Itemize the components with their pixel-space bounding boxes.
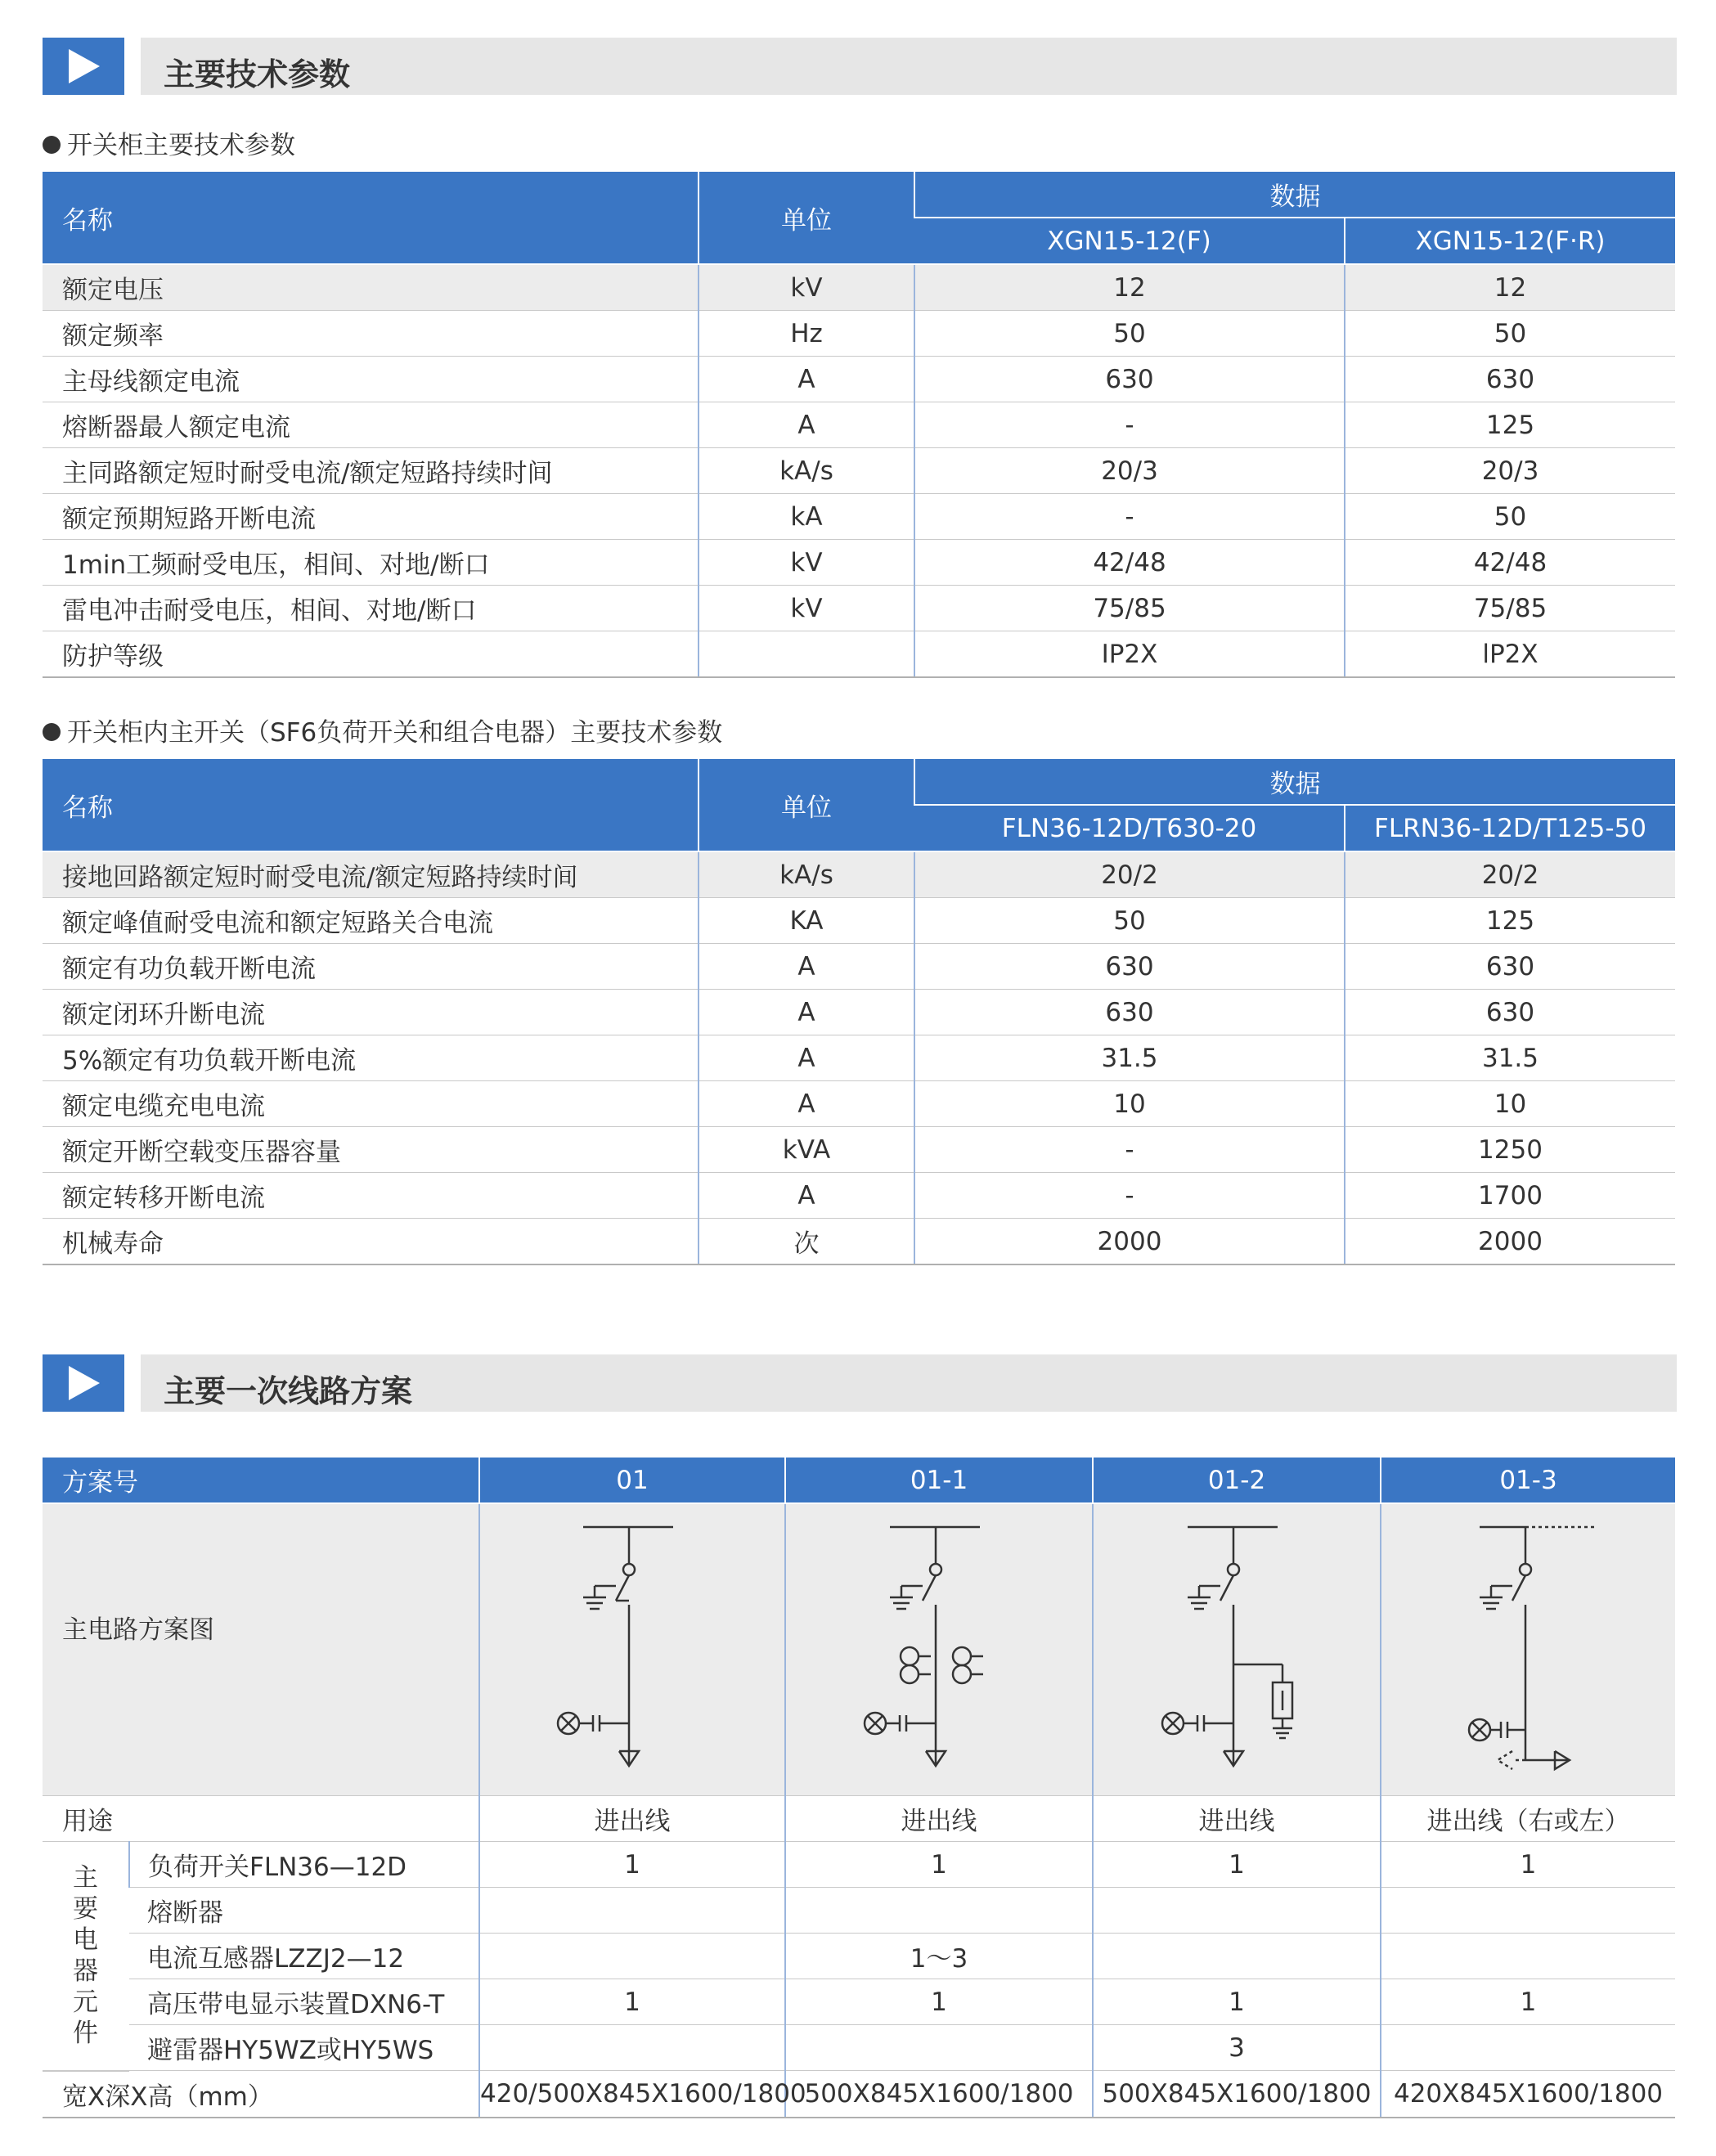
dims-label: 宽X深X高（mm） (43, 2071, 479, 2118)
param-name: 额定转移开断电流 (43, 1173, 699, 1219)
param-name: 机械寿命 (43, 1219, 699, 1265)
param-unit: Hz (699, 311, 914, 357)
param-name: 熔断器最人额定电流 (43, 402, 699, 448)
param-value: 20/3 (914, 448, 1345, 494)
param-name: 额定电缆充电电流 (43, 1081, 699, 1127)
col-data: 数据 (914, 172, 1675, 218)
param-value: 12 (1345, 264, 1675, 311)
col-model: FLN36-12D/T630-20 (914, 805, 1345, 851)
table-row (43, 402, 1675, 448)
param-value: 2000 (914, 1219, 1345, 1265)
switchgear-params-table (43, 172, 1675, 678)
param-value: 630 (914, 990, 1345, 1035)
param-value: 50 (1345, 494, 1675, 540)
param-value: - (914, 494, 1345, 540)
param-name: 额定峰值耐受电流和额定短路关合电流 (43, 898, 699, 944)
component-name: 避雷器HY5WZ或HY5WS (129, 2025, 479, 2071)
param-unit: kV (699, 540, 914, 586)
param-value: 12 (914, 264, 1345, 311)
param-value: 630 (1345, 944, 1675, 990)
col-model: FLRN36-12D/T125-50 (1345, 805, 1675, 851)
param-value: 31.5 (1345, 1035, 1675, 1081)
component-qty: 3 (1093, 2025, 1381, 2071)
table-row (43, 851, 1675, 898)
param-name: 额定预期短路开断电流 (43, 494, 699, 540)
component-qty: 1 (1381, 1842, 1675, 1888)
table-row (43, 1127, 1675, 1173)
usage-value: 进出线 (785, 1796, 1093, 1842)
param-unit: kA (699, 494, 914, 540)
component-qty: 1～3 (785, 1934, 1093, 1979)
component-qty (1093, 1888, 1381, 1934)
param-unit (699, 631, 914, 678)
dims-value: 500X845X1600/1800 (785, 2071, 1093, 2118)
section-title: 主要一次线路方案 (164, 1373, 413, 1409)
param-value: 50 (914, 311, 1345, 357)
table-row (43, 944, 1675, 990)
param-name: 5%额定有功负载开断电流 (43, 1035, 699, 1081)
param-value: lP2X (1345, 631, 1675, 678)
param-unit: A (699, 1173, 914, 1219)
param-name: 1min工频耐受电压，相间、对地/断口 (43, 540, 699, 586)
param-unit: kA/s (699, 851, 914, 898)
param-value: 2000 (1345, 1219, 1675, 1265)
col-unit: 单位 (699, 172, 914, 264)
table-row (43, 540, 1675, 586)
circuit-diagram-01-2 (1093, 1503, 1381, 1796)
circuit-scheme-table (43, 1458, 1675, 2118)
col-unit: 单位 (699, 759, 914, 851)
component-qty (785, 1888, 1093, 1934)
param-value: 75/85 (1345, 586, 1675, 631)
circuit-diagram-01-3 (1381, 1503, 1675, 1796)
col-scheme: 方案号 (43, 1458, 479, 1503)
param-unit: kVA (699, 1127, 914, 1173)
param-unit: kA/s (699, 448, 914, 494)
scheme-number: 01-2 (1093, 1458, 1381, 1503)
play-icon (43, 1354, 124, 1412)
param-unit: kV (699, 264, 914, 311)
bullet-icon (43, 136, 61, 154)
param-unit: kV (699, 586, 914, 631)
table-row (43, 494, 1675, 540)
param-value: 630 (914, 944, 1345, 990)
diagram-label: 主电路方案图 (43, 1503, 479, 1796)
param-name: 额定频率 (43, 311, 699, 357)
component-name: 电流互感器LZZJ2—12 (129, 1934, 479, 1979)
usage-label: 用途 (43, 1796, 479, 1842)
component-qty (479, 2025, 785, 2071)
col-model: XGN15-12(F) (914, 218, 1345, 264)
main-switch-params-table (43, 759, 1675, 1265)
dims-value: 420X845X1600/1800 (1381, 2071, 1675, 2118)
param-value: 75/85 (914, 586, 1345, 631)
param-unit: 次 (699, 1219, 914, 1265)
param-value: 630 (914, 357, 1345, 402)
component-qty: 1 (479, 1842, 785, 1888)
param-value: 31.5 (914, 1035, 1345, 1081)
param-value: 630 (1345, 357, 1675, 402)
component-qty (479, 1888, 785, 1934)
component-name: 负荷开关FLN36—12D (129, 1842, 479, 1888)
dims-value: 420/500X845X1600/1800 (479, 2071, 785, 2118)
param-value: 42/48 (1345, 540, 1675, 586)
play-icon (43, 38, 124, 95)
table-row (43, 1219, 1675, 1265)
param-unit: A (699, 1035, 914, 1081)
param-value: 50 (1345, 311, 1675, 357)
table-row (43, 448, 1675, 494)
table-row (43, 357, 1675, 402)
component-qty: 1 (479, 1979, 785, 2025)
param-value: - (914, 1127, 1345, 1173)
param-value: - (914, 1173, 1345, 1219)
param-value: - (914, 402, 1345, 448)
component-qty: 1 (785, 1842, 1093, 1888)
param-value: 10 (1345, 1081, 1675, 1127)
table-row (43, 1173, 1675, 1219)
param-name: 额定有功负载开断电流 (43, 944, 699, 990)
table-row (43, 631, 1675, 678)
param-value: 20/3 (1345, 448, 1675, 494)
param-name: 额定开断空载变压器容量 (43, 1127, 699, 1173)
param-value: 125 (1345, 898, 1675, 944)
dims-value: 500X845X1600/1800 (1093, 2071, 1381, 2118)
component-name: 熔断器 (129, 1888, 479, 1934)
table-row (43, 311, 1675, 357)
subtitle-switchgear: 开关柜主要技术参数 (43, 124, 295, 161)
param-value: 50 (914, 898, 1345, 944)
param-value: 20/2 (914, 851, 1345, 898)
component-qty (1093, 1934, 1381, 1979)
param-name: 额定电压 (43, 264, 699, 311)
param-name: 主同路额定短时耐受电流/额定短路持续时间 (43, 448, 699, 494)
component-qty (1381, 1934, 1675, 1979)
param-unit: A (699, 1081, 914, 1127)
component-qty: 1 (1381, 1979, 1675, 2025)
param-value: 1700 (1345, 1173, 1675, 1219)
section-title: 主要技术参数 (164, 56, 351, 92)
table-row (43, 990, 1675, 1035)
usage-value: 进出线 (1093, 1796, 1381, 1842)
param-unit: A (699, 357, 914, 402)
param-unit: KA (699, 898, 914, 944)
components-label: 主 要 电 器 元 件 (43, 1842, 129, 2071)
component-qty (479, 1934, 785, 1979)
param-value: 125 (1345, 402, 1675, 448)
param-value: 1250 (1345, 1127, 1675, 1173)
param-value: 10 (914, 1081, 1345, 1127)
param-name: 雷电冲击耐受电压，相间、对地/断口 (43, 586, 699, 631)
col-model: XGN15-12(F·R) (1345, 218, 1675, 264)
col-data: 数据 (914, 759, 1675, 805)
param-value: IP2X (914, 631, 1345, 678)
component-qty: 1 (1093, 1842, 1381, 1888)
col-name: 名称 (43, 759, 699, 851)
param-name: 接地回路额定短时耐受电流/额定短路持续时间 (43, 851, 699, 898)
param-unit: A (699, 944, 914, 990)
table-row (43, 1081, 1675, 1127)
section-header-circuit-schemes (43, 1354, 1677, 1412)
param-value: 630 (1345, 990, 1675, 1035)
param-unit: A (699, 990, 914, 1035)
table-row (43, 898, 1675, 944)
component-qty: 1 (785, 1979, 1093, 2025)
component-qty: 1 (1093, 1979, 1381, 2025)
scheme-number: 01 (479, 1458, 785, 1503)
subtitle-main-switch: 开关柜内主开关（SF6负荷开关和组合电器）主要技术参数 (43, 712, 722, 748)
component-name: 高压带电显示装置DXN6-T (129, 1979, 479, 2025)
table-row (43, 1035, 1675, 1081)
bullet-icon (43, 723, 61, 741)
component-qty (785, 2025, 1093, 2071)
component-qty (1381, 1888, 1675, 1934)
col-name: 名称 (43, 172, 699, 264)
table-row (43, 586, 1675, 631)
param-name: 主母线额定电流 (43, 357, 699, 402)
usage-value: 进出线（右或左） (1381, 1796, 1675, 1842)
param-unit: A (699, 402, 914, 448)
table-row (43, 264, 1675, 311)
circuit-diagram-01 (479, 1503, 785, 1796)
section-header-tech-params (43, 38, 1677, 95)
param-value: 42/48 (914, 540, 1345, 586)
param-name: 额定闭环升断电流 (43, 990, 699, 1035)
circuit-diagram-01-1 (785, 1503, 1093, 1796)
param-name: 防护等级 (43, 631, 699, 678)
scheme-number: 01-3 (1381, 1458, 1675, 1503)
component-qty (1381, 2025, 1675, 2071)
scheme-number: 01-1 (785, 1458, 1093, 1503)
usage-value: 进出线 (479, 1796, 785, 1842)
param-value: 20/2 (1345, 851, 1675, 898)
